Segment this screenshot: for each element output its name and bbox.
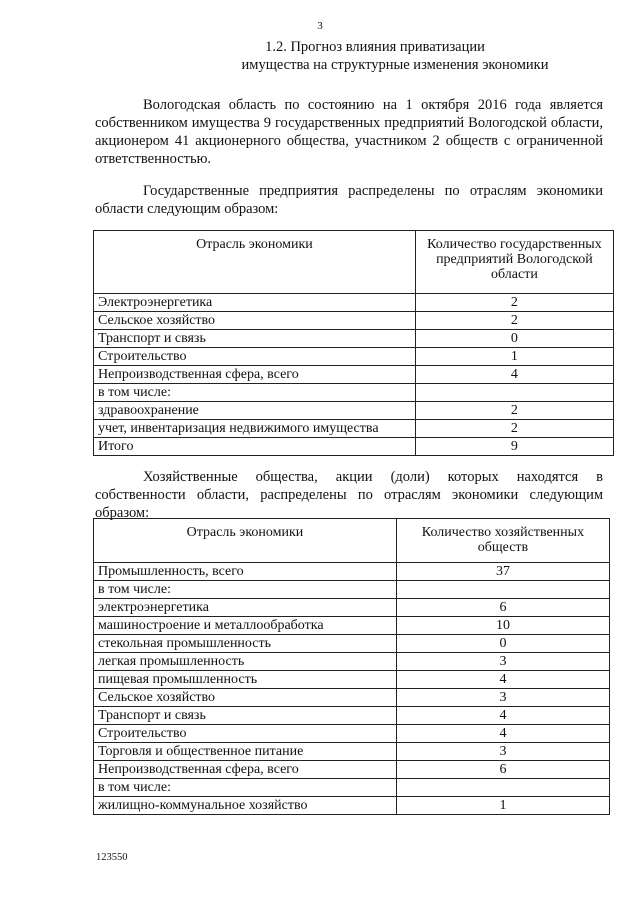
column-header-enterprise-count: Количество государственных предприятий Вологодской области	[415, 231, 613, 294]
count-cell: 4	[396, 725, 609, 743]
table-header-row	[94, 519, 610, 563]
industry-cell: Строительство	[94, 725, 397, 743]
count-cell: 2	[415, 402, 613, 420]
table-row	[94, 617, 610, 635]
table-row	[94, 743, 610, 761]
industry-cell: здравоохранение	[94, 402, 416, 420]
count-cell: 0	[396, 635, 609, 653]
industry-cell: стекольная промышленность	[94, 635, 397, 653]
industry-cell: пищевая промышленность	[94, 671, 397, 689]
industry-cell: Сельское хозяйство	[94, 689, 397, 707]
count-cell: 3	[396, 743, 609, 761]
industry-cell: машиностроение и металлообработка	[94, 617, 397, 635]
business-companies-table	[93, 518, 610, 815]
count-cell: 4	[415, 366, 613, 384]
table-row	[94, 420, 614, 438]
count-cell: 1	[415, 348, 613, 366]
table-row	[94, 438, 614, 456]
table-row	[94, 599, 610, 617]
paragraph-ownership-summary: Вологодская область по состоянию на 1 октября 2016 года является собственником имущества 9 государственных предприятий Вологодской области, акционером 41 акционерного общества, участником 2 обществ с ограниченной ответственностью.	[95, 97, 603, 167]
count-cell: 4	[396, 671, 609, 689]
table-row	[94, 725, 610, 743]
count-cell: 6	[396, 599, 609, 617]
industry-cell: Транспорт и связь	[94, 707, 397, 725]
count-cell: 10	[396, 617, 609, 635]
count-cell: 3	[396, 689, 609, 707]
count-cell: 1	[396, 797, 609, 815]
industry-cell: Непроизводственная сфера, всего	[94, 761, 397, 779]
state-enterprises-table	[93, 230, 614, 456]
count-cell: 2	[415, 294, 613, 312]
table-row	[94, 384, 614, 402]
count-cell: 6	[396, 761, 609, 779]
industry-cell: Транспорт и связь	[94, 330, 416, 348]
industry-cell: жилищно-коммунальное хозяйство	[94, 797, 397, 815]
industry-cell: в том числе:	[94, 384, 416, 402]
industry-cell: в том числе:	[94, 779, 397, 797]
table-row	[94, 653, 610, 671]
industry-cell: в том числе:	[94, 581, 397, 599]
paragraph-enterprises-intro: Государственные предприятия распределены по отраслям экономики области следующим образом:	[95, 183, 603, 217]
table-header-row	[94, 231, 614, 294]
count-cell: 0	[415, 330, 613, 348]
table-row	[94, 671, 610, 689]
table-row	[94, 761, 610, 779]
industry-cell: Непроизводственная сфера, всего	[94, 366, 416, 384]
table-row	[94, 330, 614, 348]
section-heading	[0, 38, 640, 74]
column-header-industry: Отрасль экономики	[94, 231, 416, 294]
section-heading-line-1: 1.2. Прогноз влияния приватизации	[265, 39, 485, 55]
count-cell: 37	[396, 563, 609, 581]
table-row	[94, 707, 610, 725]
section-heading-line-2: имущества на структурные изменения экономики	[241, 57, 549, 73]
table-row	[94, 366, 614, 384]
industry-cell: легкая промышленность	[94, 653, 397, 671]
count-cell	[396, 581, 609, 599]
industry-cell: Электроэнергетика	[94, 294, 416, 312]
count-cell: 2	[415, 420, 613, 438]
count-cell: 9	[415, 438, 613, 456]
paragraph-companies-intro: Хозяйственные общества, акции (доли) которых находятся в собственности области, распределены по отраслям экономики следующим образом:	[95, 469, 603, 521]
industry-cell: Итого	[94, 438, 416, 456]
business-companies-table-body	[94, 563, 610, 815]
count-cell: 4	[396, 707, 609, 725]
industry-cell: электроэнергетика	[94, 599, 397, 617]
industry-cell: учет, инвентаризация недвижимого имущества	[94, 420, 416, 438]
state-enterprises-table-body	[94, 294, 614, 456]
count-cell	[396, 779, 609, 797]
industry-cell: Строительство	[94, 348, 416, 366]
industry-cell: Сельское хозяйство	[94, 312, 416, 330]
table-row	[94, 797, 610, 815]
count-cell: 3	[396, 653, 609, 671]
industry-cell: Торговля и общественное питание	[94, 743, 397, 761]
count-cell	[415, 384, 613, 402]
table-row	[94, 563, 610, 581]
table-row	[94, 312, 614, 330]
table-row	[94, 689, 610, 707]
table-row	[94, 348, 614, 366]
table-row	[94, 294, 614, 312]
column-header-industry: Отрасль экономики	[94, 519, 397, 563]
column-header-company-count: Количество хозяйственных обществ	[396, 519, 609, 563]
table-row	[94, 779, 610, 797]
count-cell: 2	[415, 312, 613, 330]
table-row	[94, 635, 610, 653]
page-number: 3	[317, 20, 323, 32]
industry-cell: Промышленность, всего	[94, 563, 397, 581]
table-row	[94, 581, 610, 599]
document-code: 123550	[96, 852, 128, 863]
table-row	[94, 402, 614, 420]
